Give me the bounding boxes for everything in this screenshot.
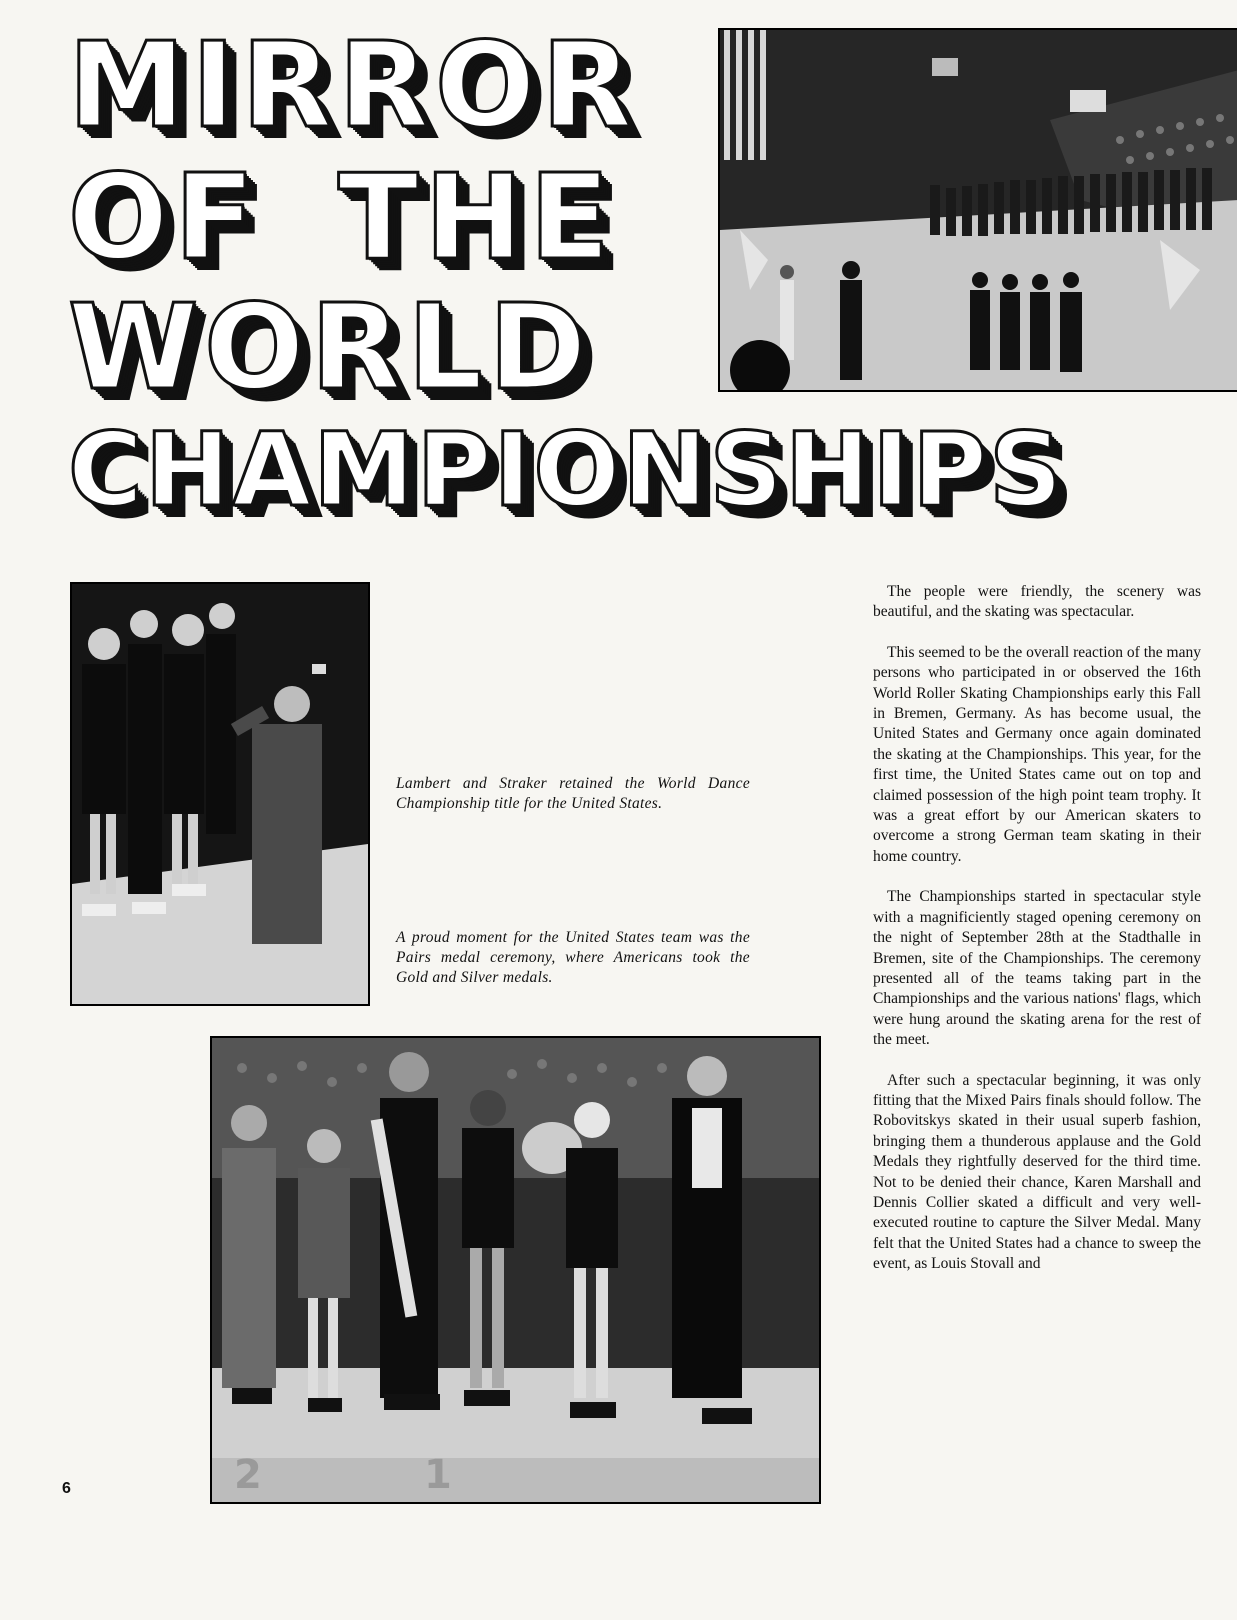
page-number: 6 [62, 1480, 71, 1497]
caption-pairs: A proud moment for the United States team was the Pairs medal ceremony, where Americans took the Gold and Silver medals. [396, 929, 750, 986]
article-paragraph: The Championships started in spectacular style with a magnificiently staged opening ceremony on the night of September 28th at the Stadthalle in Bremen, site of the Championships. The ceremony presented all of the teams taking part in the Championships and the various nations' flags, which were hung around the skating arena for the rest of the meet. [873, 888, 1201, 1049]
article-body [873, 582, 1201, 1295]
article-paragraph: This seemed to be the overall reaction of the many persons who participated in or observed the 16th World Roller Skating Championships early this Fall in Bremen, Germany. As has become usual, the United States and Germany once again dominated the skating at the Championships. This year, for the first time, the United States came out on top and claimed possession of the high point team trophy. It was a great effort by our American skaters to overcome a strong German team skating in their home country. [873, 643, 1201, 865]
pairs-ceremony-photo [210, 1036, 821, 1504]
caption-dance: Lambert and Straker retained the World Dance Championship title for the United States. [396, 775, 750, 812]
headline-line-4: CHAMPIONSHIPS [68, 411, 1065, 530]
headline-line-2: OF THE [68, 148, 616, 286]
opening-ceremony-photo [718, 28, 1237, 392]
podium-number-1: 1 [424, 1452, 452, 1498]
headline-line-1: MIRROR [68, 16, 639, 154]
podium-number-2: 2 [234, 1452, 262, 1498]
dance-ceremony-photo [70, 582, 370, 1006]
article-paragraph: The people were friendly, the scenery was beautiful, and the skating was spectacular. [873, 583, 1201, 621]
article-paragraph: After such a spectacular beginning, it was only fitting that the Mixed Pairs finals should follow. The Robovitskys skated in their usual superb fashion, bringing them a thunderous applause and the Gold Medals they rightfully deserved for the third time. Not to be denied their chance, Karen Marshall and Dennis Collier skated a difficult and very well-executed routine to capture the Silver Medal. Many felt that the United States had a chance to sweep the event, as Louis Stovall and [873, 1071, 1201, 1273]
headline-line-3: WORLD [68, 278, 593, 416]
